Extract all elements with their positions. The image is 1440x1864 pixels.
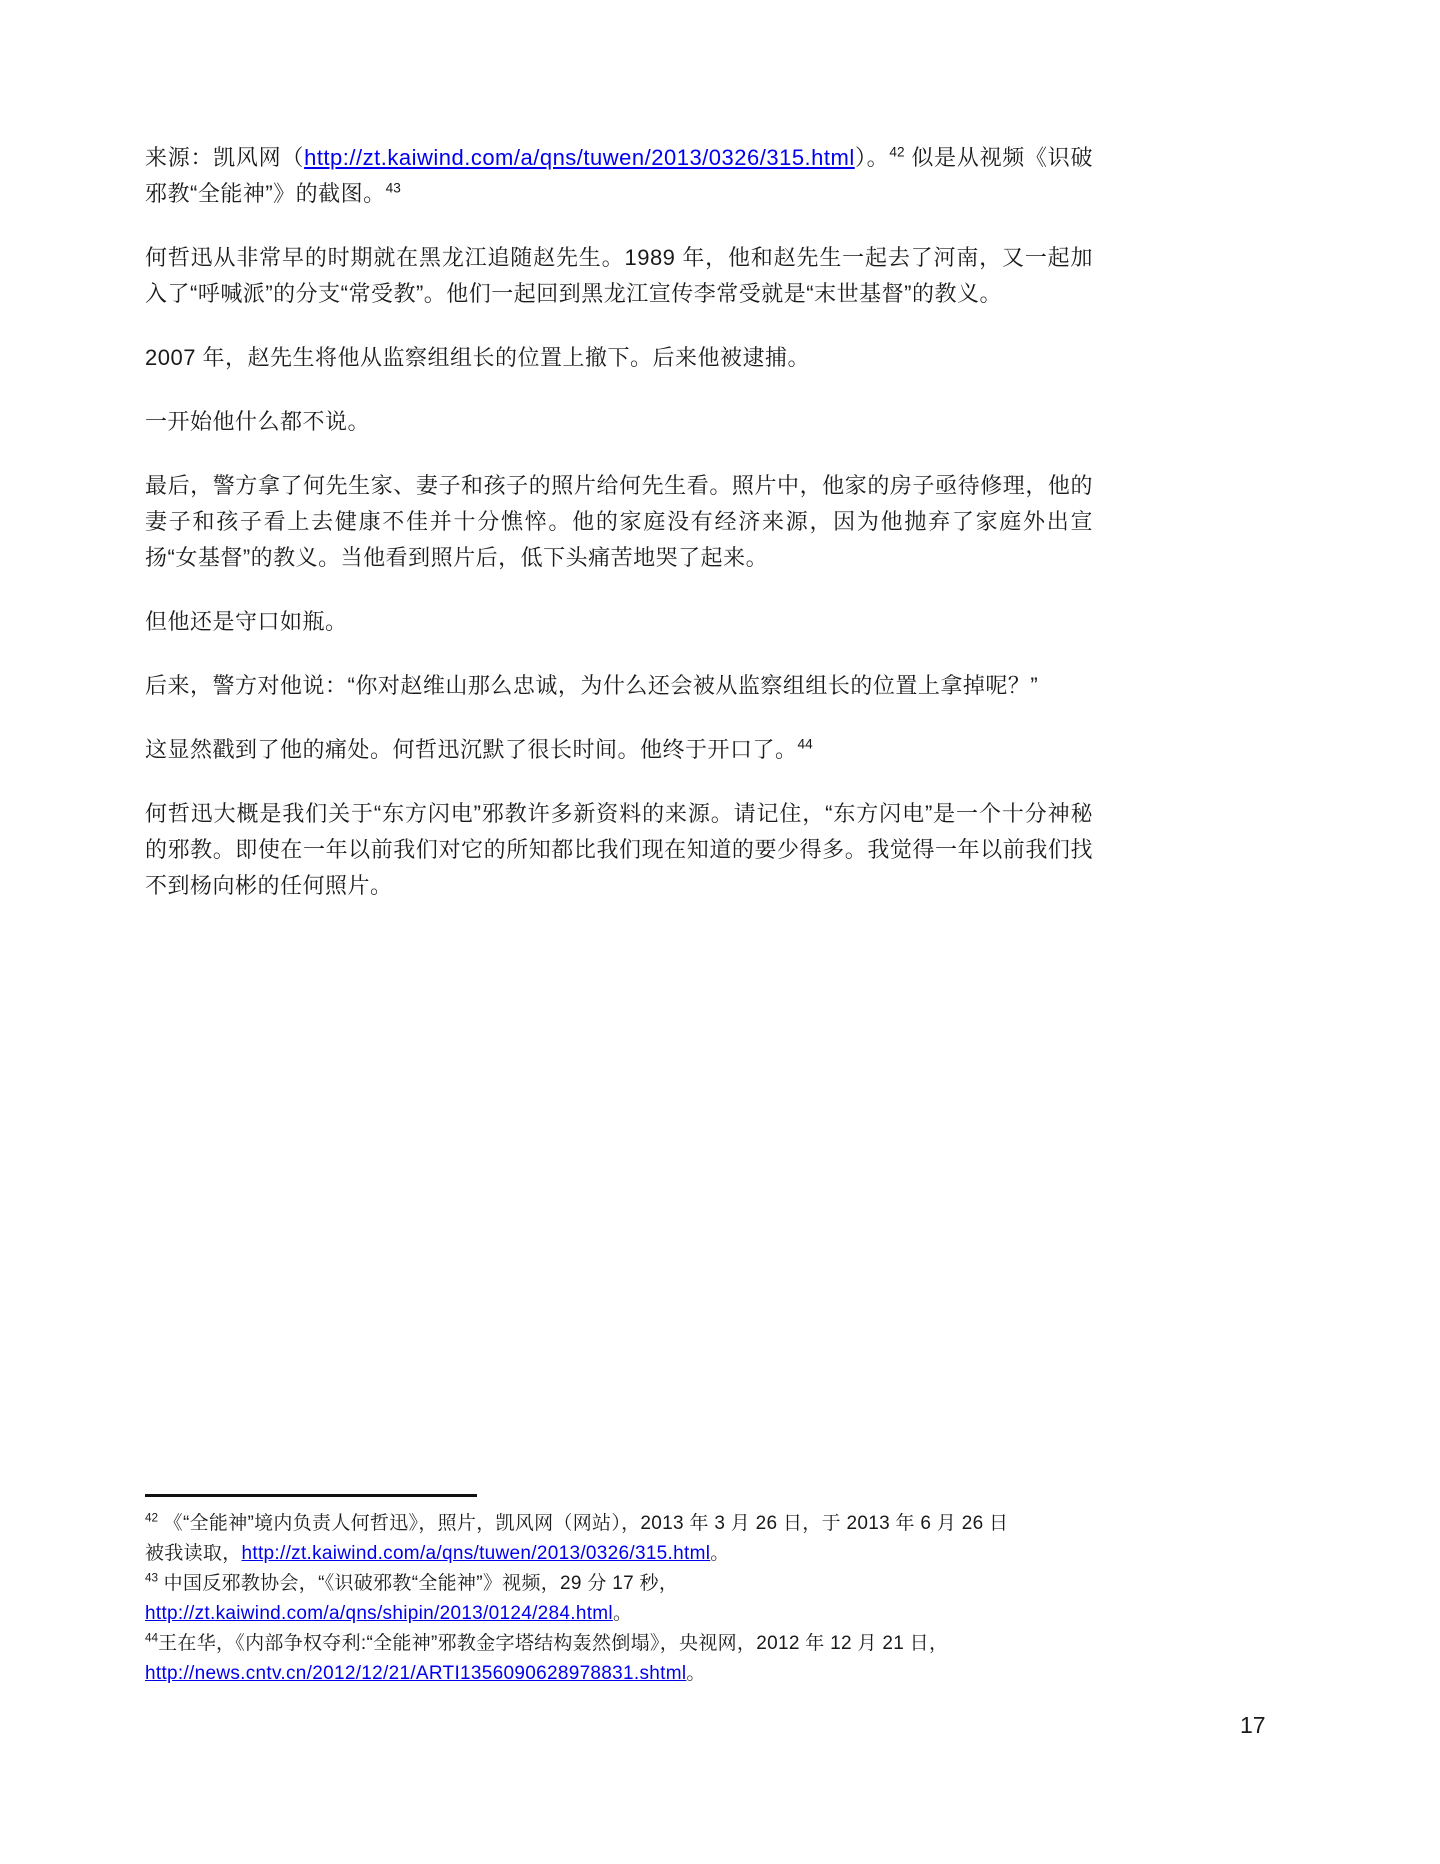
hyperlink[interactable]: http://news.cntv.cn/2012/12/21/ARTI1356090628978831.shtml xyxy=(145,1663,687,1684)
text-run: 2007 年，赵先生将他从监察组组长的位置上撤下。后来他被逮捕。 xyxy=(145,345,811,370)
hyperlink[interactable]: http://zt.kaiwind.com/a/qns/tuwen/2013/0326/315.html xyxy=(304,145,855,170)
text-run: 被我读取， xyxy=(145,1543,242,1564)
body-content xyxy=(145,140,1093,932)
text-run: 何哲迅从非常早的时期就在黑龙江追随赵先生。1989 年，他和赵先生一起去了河南，又一起加入了“呼喊派”的分支“常受教”。他们一起回到黑龙江宣传李常受就是“末世基督”的教义。 xyxy=(145,245,1093,306)
text-run: 何哲迅大概是我们关于“东方闪电”邪教许多新资料的来源。请记住，“东方闪电”是一个十分神秘的邪教。即使在一年以前我们对它的所知都比我们现在知道的要少得多。我觉得一年以前我们找不到杨向彬的任何照片。 xyxy=(145,801,1093,898)
paragraph-silence xyxy=(145,404,1093,440)
paragraph-2007 xyxy=(145,340,1093,376)
footnote-42-line-1 xyxy=(145,1509,1093,1539)
text-run: 一开始他什么都不说。 xyxy=(145,409,371,434)
footnote-reference[interactable]: 44 xyxy=(145,1631,159,1645)
footnote-separator-rule xyxy=(145,1494,477,1497)
paragraph-source-caption xyxy=(145,140,1093,212)
footnote-reference[interactable]: 44 xyxy=(797,736,813,752)
text-run: 这显然戳到了他的痛处。何哲迅沉默了很长时间。他终于开口了。 xyxy=(145,737,798,762)
text-run: 中国反邪教协会，“《识破邪教“全能神”》视频，29 分 17 秒， xyxy=(158,1573,679,1594)
footnote-44-line-2 xyxy=(145,1659,1093,1689)
text-run: 《“全能神”境内负责人何哲迅》，照片，凯风网（网站），2013 年 3 月 26 日，于 2013 年 6 月 26 日 xyxy=(158,1513,1009,1534)
footnotes-section xyxy=(145,1494,1093,1689)
paragraph-photos xyxy=(145,468,1093,576)
footnote-44-line-1 xyxy=(145,1629,1093,1659)
text-run: 王在华，《内部争权夺利:“全能神”邪教金字塔结构轰然倒塌》，央视网，2012 年 12 月 21 日， xyxy=(158,1633,949,1654)
footnote-43-line-1 xyxy=(145,1569,1093,1599)
footnote-reference[interactable]: 42 xyxy=(145,1511,159,1525)
text-run: 。 xyxy=(686,1663,706,1684)
text-run: ）。 xyxy=(854,145,890,170)
paragraph-police-quote xyxy=(145,668,1093,704)
footnote-42-line-2 xyxy=(145,1539,1093,1569)
text-run: 后来，警方对他说：“你对赵维山那么忠诚，为什么还会被从监察组组长的位置上拿掉呢？” xyxy=(145,673,1039,698)
footnote-43-line-2 xyxy=(145,1599,1093,1629)
text-run: 但他还是守口如瓶。 xyxy=(145,609,348,634)
text-run: 。 xyxy=(612,1603,633,1624)
paragraph-tightlipped xyxy=(145,604,1093,640)
footnote-reference[interactable]: 42 xyxy=(889,144,905,160)
page-number: 17 xyxy=(1240,1712,1266,1738)
text-run: 似是从视频《识破邪教“全能神”》的截图。 xyxy=(145,145,1093,206)
paragraph-history xyxy=(145,240,1093,312)
paragraph-conclusion xyxy=(145,796,1093,904)
text-run: 来源：凯风网（ xyxy=(145,145,305,170)
text-run: 最后，警方拿了何先生家、妻子和孩子的照片给何先生看。照片中，他家的房子亟待修理，他的妻子和孩子看上去健康不佳并十分憔悴。他的家庭没有经济来源，因为他抛弃了家庭外出宣扬“女基督”的教义。当他看到照片后，低下头痛苦地哭了起来。 xyxy=(145,473,1093,570)
footnote-reference[interactable]: 43 xyxy=(385,180,401,196)
footnote-reference[interactable]: 43 xyxy=(145,1571,159,1585)
hyperlink[interactable]: http://zt.kaiwind.com/a/qns/shipin/2013/0124/284.html xyxy=(145,1603,613,1624)
paragraph-confession xyxy=(145,732,1093,768)
text-run: 。 xyxy=(710,1543,730,1564)
hyperlink[interactable]: http://zt.kaiwind.com/a/qns/tuwen/2013/0326/315.html xyxy=(241,1543,711,1564)
